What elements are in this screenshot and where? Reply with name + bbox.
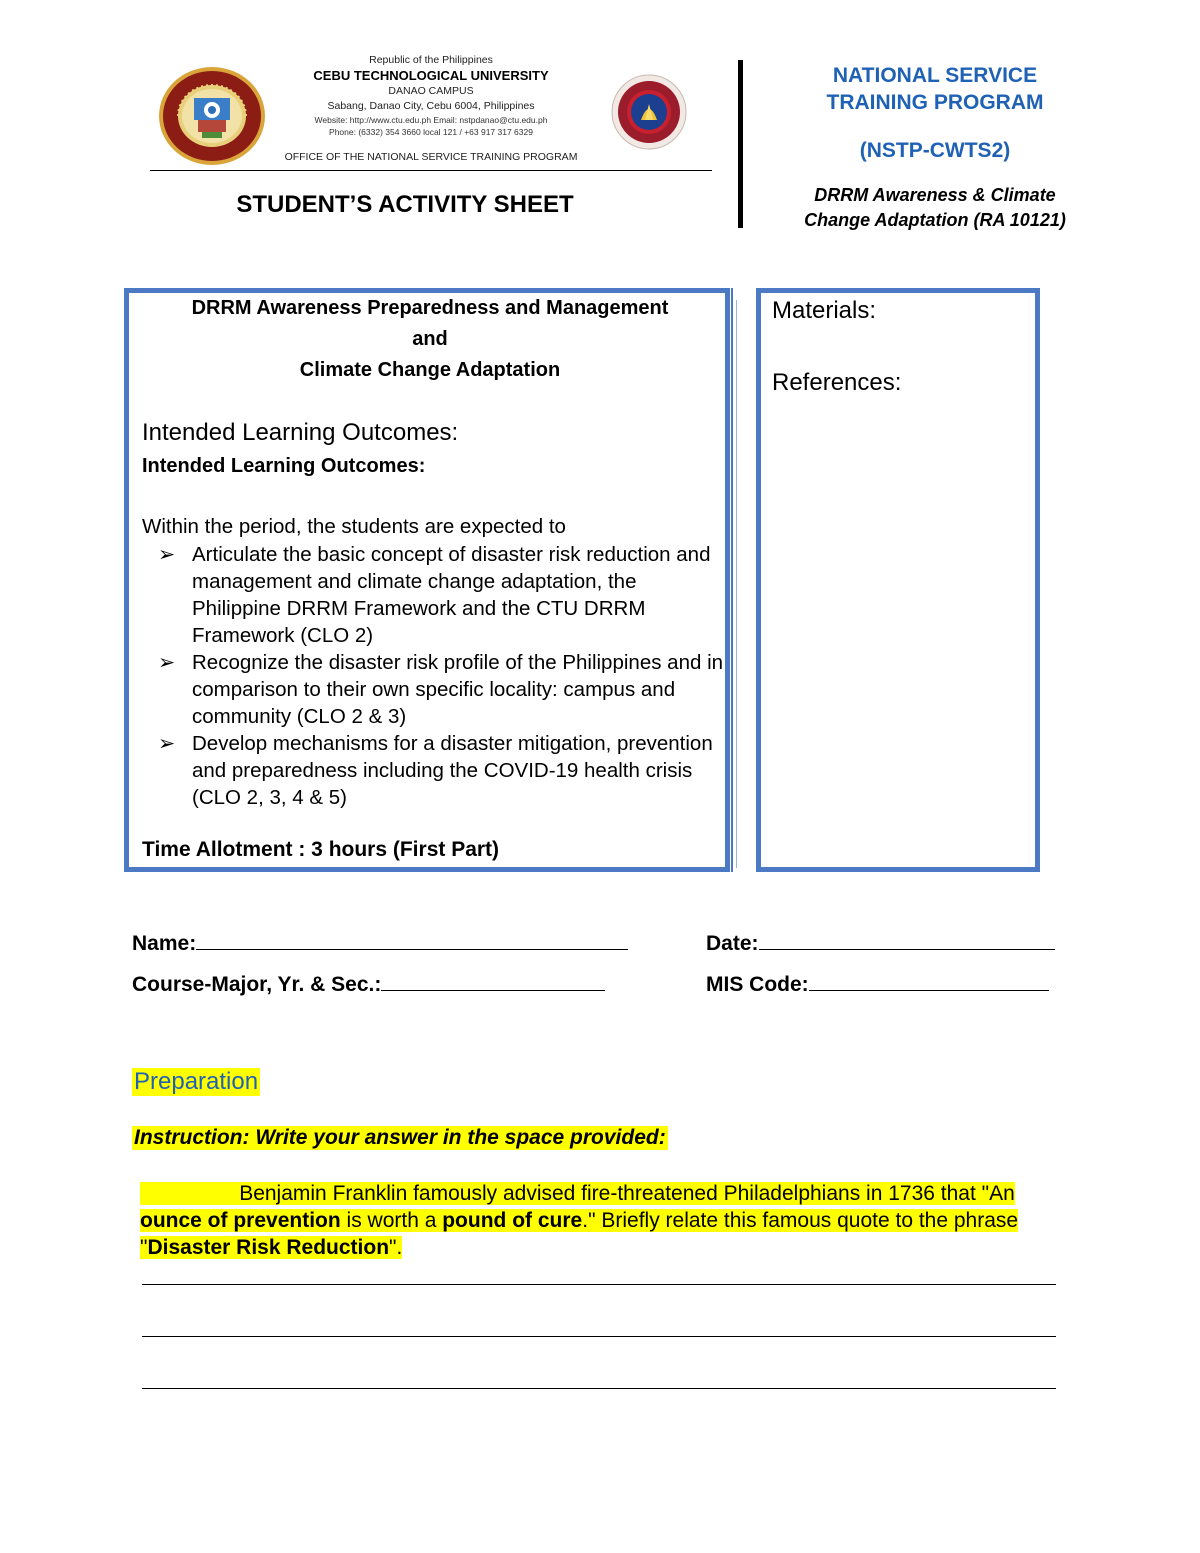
program-code: (NSTP-CWTS2) (859, 139, 1011, 162)
prompt-indent (140, 1182, 239, 1205)
prompt-text-2: is worth a (340, 1209, 443, 1232)
outcome-text: Develop mechanisms for a disaster mitigation, prevention and preparedness including the COVID-19 health crisis (CLO 2, 3, 4 & 5) (192, 732, 713, 809)
answer-line[interactable] (142, 1336, 1056, 1337)
ilo-intro: Within the period, the students are expected to (142, 515, 566, 538)
program-topic-line1: DRRM Awareness & Climate (814, 185, 1056, 205)
list-item (158, 649, 728, 730)
ilo-subheading: Intended Learning Outcomes: (142, 455, 426, 477)
lesson-title-line1: DRRM Awareness Preparedness and Management (191, 297, 669, 319)
office-name: OFFICE OF THE NATIONAL SERVICE TRAINING PROGRAM (284, 151, 578, 163)
contact-phone: Phone: (6332) 354 3660 local 121 / +63 917 317 6329 (329, 127, 533, 137)
mis-code-label: MIS Code: (706, 973, 809, 996)
mis-code-field[interactable] (706, 970, 1049, 997)
arrow-bullet-icon: ➢ (158, 543, 176, 566)
arrow-bullet-icon: ➢ (158, 651, 176, 674)
mis-code-blank[interactable] (809, 970, 1049, 991)
header-vertical-divider (738, 60, 743, 228)
box-separator (731, 288, 733, 872)
date-field[interactable] (706, 929, 1055, 956)
lesson-title-line3: Climate Change Adaptation (299, 359, 561, 381)
republic-line: Republic of the Philippines (369, 54, 493, 66)
prompt-text-3: ." Briefly relate this famous quote to the phrase " (140, 1209, 1019, 1259)
answer-line[interactable] (142, 1388, 1056, 1389)
course-blank[interactable] (381, 970, 605, 991)
arrow-bullet-icon: ➢ (158, 732, 176, 755)
prompt-text-1: Benjamin Franklin famously advised fire-threatened Philadelphians in 1736 that "An (239, 1182, 1015, 1205)
materials-label: Materials: (772, 297, 877, 324)
list-item (158, 541, 728, 649)
lesson-title-line2: and (412, 328, 448, 350)
box-separator-inner (736, 300, 737, 868)
name-label: Name: (132, 932, 197, 955)
outcome-text: Articulate the basic concept of disaster risk reduction and management and climate change adaptation, the Philippine DRRM Framework and the CTU DRRM Framework (CLO 2) (192, 543, 711, 647)
activity-prompt (140, 1180, 1058, 1261)
campus-name: DANAO CAMPUS (388, 85, 474, 97)
course-label: Course-Major, Yr. & Sec.: (132, 973, 382, 996)
prompt-text-4: ". (389, 1236, 403, 1259)
date-label: Date: (706, 932, 759, 955)
program-name-line2: TRAINING PROGRAM (826, 91, 1044, 114)
program-topic-line2: Change Adaptation (RA 10121) (804, 210, 1066, 230)
time-allotment: Time Allotment : 3 hours (First Part) (142, 838, 500, 861)
instruction-text: Instruction: Write your answer in the space provided: (134, 1126, 666, 1149)
name-field[interactable] (132, 929, 628, 956)
nstp-emblem-logo (611, 74, 687, 150)
university-name: CEBU TECHNOLOGICAL UNIVERSITY (313, 68, 549, 83)
outcome-text: Recognize the disaster risk profile of the Philippines and in comparison to their own specific locality: campus and community (CLO 2 & 3) (192, 651, 724, 728)
course-field[interactable] (132, 970, 605, 997)
program-name-line1: NATIONAL SERVICE (832, 64, 1038, 87)
date-blank[interactable] (759, 929, 1055, 950)
section-title: Preparation (134, 1068, 259, 1095)
answer-line[interactable] (142, 1284, 1056, 1285)
sheet-title: STUDENT’S ACTIVITY SHEET (236, 191, 574, 218)
prompt-bold-3: Disaster Risk Reduction (147, 1236, 390, 1259)
prompt-bold-2: pound of cure (442, 1209, 583, 1232)
header-divider (150, 170, 712, 171)
campus-address: Sabang, Danao City, Cebu 6004, Philippines (327, 100, 535, 112)
ilo-heading: Intended Learning Outcomes: (142, 419, 459, 446)
contact-website: Website: http://www.ctu.edu.ph Email: nstpdanao@ctu.edu.ph (314, 115, 548, 125)
list-item (158, 730, 728, 811)
prompt-bold-1: ounce of prevention (140, 1209, 341, 1232)
name-blank[interactable] (196, 929, 628, 950)
references-label: References: (772, 369, 902, 396)
learning-outcomes-list (158, 541, 728, 811)
